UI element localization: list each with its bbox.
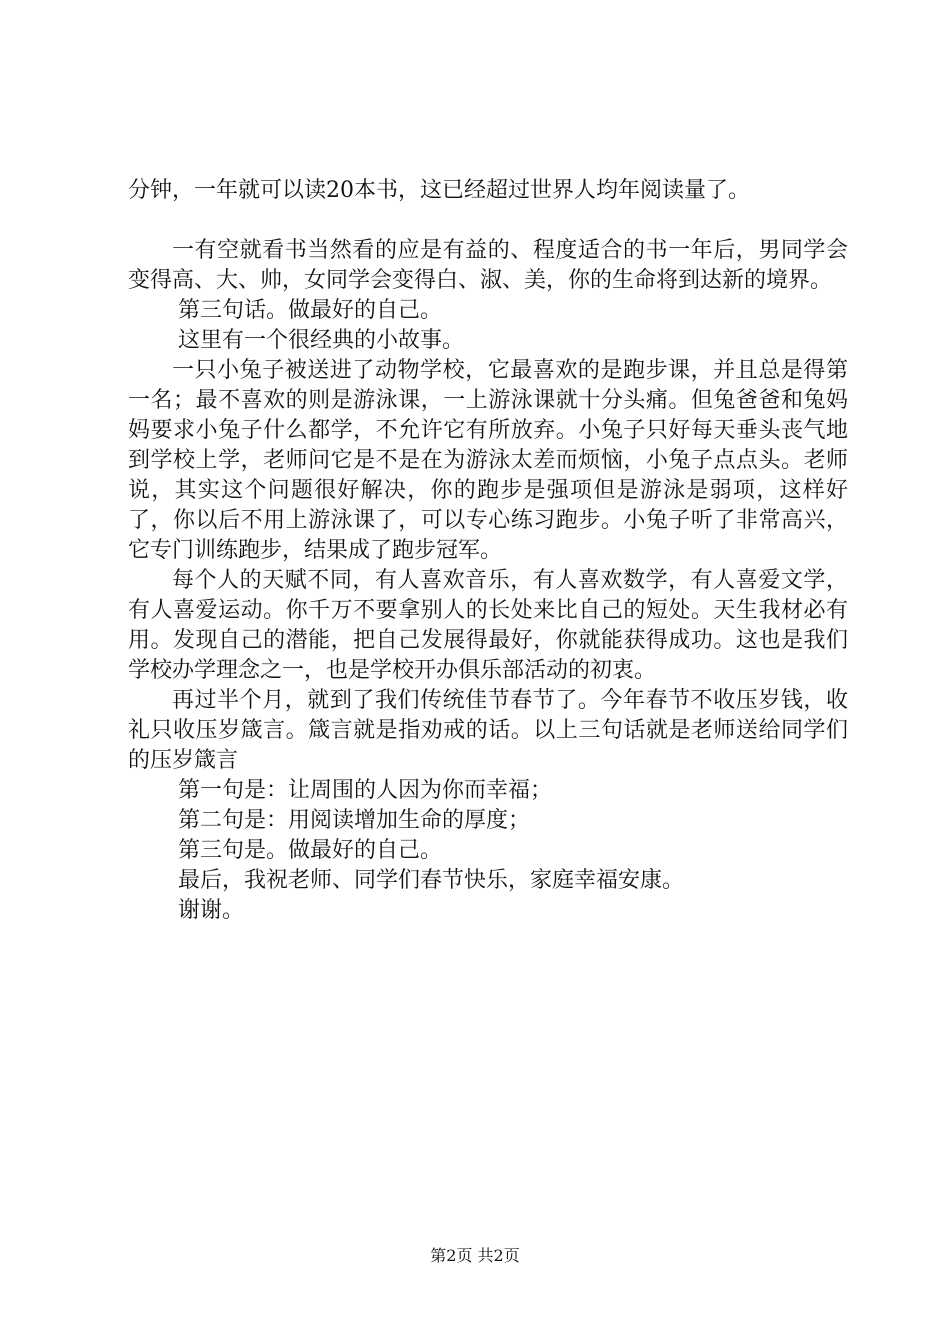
paragraph-wishes: 最后，我祝老师、同学们春节快乐，家庭幸福安康。 bbox=[178, 868, 685, 893]
paragraph-third-saying: 第三句话。做最好的自己。 bbox=[178, 298, 443, 323]
paragraph-second-motto: 第二句是：用阅读增加生命的厚度； bbox=[178, 808, 531, 833]
paragraph-spring-festival: 再过半个月，就到了我们传统佳节春节了。今年春节不收压岁钱，收礼只收压岁箴言。箴言就是指劝戒的话。以上三句话就是老师送给同学们的压岁箴言 bbox=[128, 688, 848, 773]
document-body bbox=[128, 176, 848, 926]
paragraph-first-motto: 第一句是：让周围的人因为你而幸福； bbox=[178, 778, 553, 803]
page-footer: 第2页 共2页 bbox=[430, 1246, 520, 1265]
paragraph-story-intro: 这里有一个很经典的小故事。 bbox=[178, 328, 465, 353]
paragraph-talents: 每个人的天赋不同，有人喜欢音乐，有人喜欢数学，有人喜爱文学，有人喜爱运动。你千万不要拿别人的长处来比自己的短处。天生我材必有用。发现自己的潜能，把自己发展得最好，你就能获得成功。这也是我们学校办学理念之一，也是学校开办俱乐部活动的初衷。 bbox=[128, 568, 848, 683]
paragraph-thanks: 谢谢。 bbox=[178, 898, 245, 923]
paragraph-rabbit-story: 一只小兔子被送进了动物学校，它最喜欢的是跑步课，并且总是得第一名；最不喜欢的则是游泳课，一上游泳课就十分头痛。但兔爸爸和兔妈妈要求小兔子什么都学，不允许它有所放弃。小兔子只好每天垂头丧气地到学校上学，老师问它是不是在为游泳太差而烦恼，小兔子点点头。老师说，其实这个问题很好解决，你的跑步是强项但是游泳是弱项，这样好了，你以后不用上游泳课了，可以专心练习跑步。小兔子听了非常高兴，它专门训练跑步，结果成了跑步冠军。 bbox=[128, 358, 848, 563]
paragraph-reading-benefit: 一有空就看书当然看的应是有益的、程度适合的书一年后，男同学会变得高、大、帅，女同学会变得白、淑、美，你的生命将到达新的境界。 bbox=[128, 238, 848, 293]
paragraph-third-motto: 第三句是。做最好的自己。 bbox=[178, 838, 443, 863]
paragraph-continuation: 分钟，一年就可以读20本书，这已经超过世界人均年阅读量了。 bbox=[128, 178, 750, 203]
